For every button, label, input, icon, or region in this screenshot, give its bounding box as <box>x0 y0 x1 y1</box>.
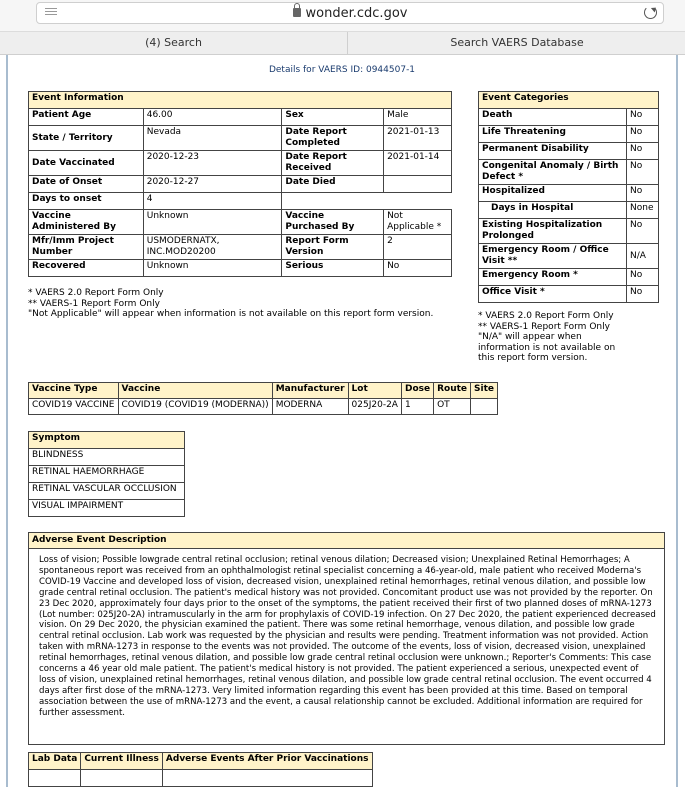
recovered-value: Unknown <box>143 260 282 277</box>
tab-search[interactable]: (4) Search <box>0 32 348 54</box>
date-vaccinated-value: 2020-12-23 <box>143 151 282 176</box>
vaccine-purchased-label: Vaccine Purchased By <box>282 210 384 235</box>
note-line: information is not available on <box>478 342 616 353</box>
date-died-label: Date Died <box>282 176 384 193</box>
column-header-site: Site <box>471 383 498 399</box>
vaccine-table <box>28 382 498 415</box>
serious-label: Serious <box>282 260 384 277</box>
category-death-label: Death <box>479 109 627 126</box>
lock-icon <box>293 8 301 17</box>
report-form-version-label: Report Form Version <box>282 235 384 260</box>
symptom-item: RETINAL VASCULAR OCCLUSION <box>29 483 185 500</box>
category-emergency-room-label: Emergency Room * <box>479 269 627 286</box>
empty-cell <box>282 193 452 210</box>
page-title: Details for VAERS ID: 0944507-1 <box>268 65 416 75</box>
category-hospitalization-prolonged-value: No <box>627 219 659 244</box>
event-information-table <box>28 91 452 277</box>
prior-vaccinations-cell <box>162 770 372 787</box>
reload-icon[interactable] <box>644 6 657 19</box>
browser-toolbar <box>0 0 685 32</box>
category-days-in-hospital-label: Days in Hospital <box>479 202 627 219</box>
patient-age-label: Patient Age <box>29 109 144 126</box>
column-header-vaccine: Vaccine <box>118 383 272 399</box>
symptom-item: VISUAL IMPAIRMENT <box>29 500 185 517</box>
category-emergency-room-value: No <box>627 269 659 286</box>
column-header-manufacturer: Manufacturer <box>272 383 348 399</box>
vaccine-cell: COVID19 (COVID19 (MODERNA)) <box>118 399 272 415</box>
url-text: wonder.cdc.gov <box>305 6 408 21</box>
event-info-notes <box>28 288 433 320</box>
note-line: * VAERS 2.0 Report Form Only <box>28 288 164 298</box>
category-er-office-visit-label: Emergency Room / Office Visit ** <box>479 244 627 269</box>
serious-value: No <box>384 260 452 277</box>
column-header-lab-data: Lab Data <box>29 753 81 770</box>
address-bar[interactable] <box>36 2 664 24</box>
adverse-event-section <box>28 532 665 745</box>
tab-search-vaers[interactable]: Search VAERS Database <box>450 36 584 49</box>
note-line: "Not Applicable" will appear when information is not available on this report form version. <box>28 309 434 319</box>
symptom-item: BLINDNESS <box>29 449 185 466</box>
date-died-value <box>384 176 452 193</box>
vaccine-type-cell: COVID19 VACCINE <box>29 399 119 415</box>
column-header-vaccine-type: Vaccine Type <box>29 383 119 399</box>
report-form-version-value: 2 <box>384 235 452 260</box>
state-value: Nevada <box>143 126 282 151</box>
mfr-project-label: Mfr/Imm Project Number <box>29 235 144 260</box>
category-days-in-hospital-value: None <box>627 202 659 219</box>
category-life-threatening-value: No <box>627 126 659 143</box>
event-information-header: Event Information <box>29 92 452 109</box>
category-er-office-visit-value: N/A <box>627 244 659 269</box>
sex-value: Male <box>384 109 452 126</box>
route-cell: OT <box>434 399 471 415</box>
event-categories-notes <box>478 311 615 364</box>
category-death-value: No <box>627 109 659 126</box>
table-row <box>29 399 498 415</box>
lot-cell: 025J20-2A <box>348 399 401 415</box>
days-to-onset-label: Days to onset <box>29 193 144 210</box>
adverse-event-header: Adverse Event Description <box>29 533 664 549</box>
symptom-item: RETINAL HAEMORRHAGE <box>29 466 185 483</box>
event-categories-header: Event Categories <box>479 92 659 109</box>
recovered-label: Recovered <box>29 260 144 277</box>
column-header-route: Route <box>434 383 471 399</box>
url-display[interactable] <box>37 6 663 21</box>
symptom-table <box>28 431 185 517</box>
column-header-lot: Lot <box>348 383 401 399</box>
category-permanent-disability-value: No <box>627 143 659 160</box>
state-label: State / Territory <box>29 126 144 151</box>
category-congenital-anomaly-value: No <box>627 160 659 185</box>
column-header-dose: Dose <box>401 383 433 399</box>
category-office-visit-value: No <box>627 286 659 303</box>
tab-bar <box>0 32 685 55</box>
date-vaccinated-label: Date Vaccinated <box>29 151 144 176</box>
adverse-event-text: Loss of vision; Possible lowgrade central retinal occlusion; retinal venous dilation; Decreased vision; Unexplained Retinal Hemorrhages; A spontaneous report was received from an ophthalmologist retinal specialist concerning a 46-year-old, male patient who received Moderna's COVID-19 Vaccine and developed loss of vision, decreased vision, unexplained retinal hemorrhages, retinal venous dilation, and possible low grade central retinal occlusion. The patient's medical history was not provided. Concomitant product use was not provided by the reporter. On 23 Dec 2020, approximately four days prior to the onset of the symptoms, the patient received their first of two planned doses of mRNA-1273 (Lot number: 025J20-2A) intramuscularly in the arm for prophylaxis of COVID-19 infection. On 27 Dec 2020, the patient experienced decreased vision. On 29 Dec 2020, the physician examined the patient. There was some retinal hemorrhage, venous dilation, and possible low grade central retinal occlusion. Lab work was requested by the physician and results were pending. Treatment information was not provided. Action taken with mRNA-1273 in response to the events was not provided. The outcome of the events, loss of vision, decreased vision, unexplained retinal hemorrhages, retinal venous dilation, and possible low grade central retinal occlusion were unknown.; Reporter's Comments: This case concerns a 46 year old male patient. The patient's medical history is not provided. The patient experienced a serious, unexpected event of loss of vision, unexplained retinal hemorrhages, retinal venous dilation, and possible low grade central retinal occlusion. The event occurred 4 days after first dose of the mRNA-1273. Very limited information regarding this event has been provided at this time. Based on temporal association between the use of mRNA-1273 and the event, a causal relationship cannot be excluded. Additional information are required for further assessment. <box>39 555 656 718</box>
symptom-header: Symptom <box>29 432 185 449</box>
current-illness-cell <box>81 770 163 787</box>
patient-age-value: 46.00 <box>143 109 282 126</box>
vaccine-purchased-value: Not Applicable * <box>384 210 452 235</box>
page-content <box>6 55 678 787</box>
lab-data-table <box>28 752 373 787</box>
date-onset-value: 2020-12-27 <box>143 176 282 193</box>
note-line: ** VAERS-1 Report Form Only <box>28 298 160 309</box>
vaccine-administered-value: Unknown <box>143 210 282 235</box>
note-line: this report form version. <box>478 353 588 363</box>
days-to-onset-value: 4 <box>143 193 282 210</box>
category-office-visit-label: Office Visit * <box>479 286 627 303</box>
category-life-threatening-label: Life Threatening <box>479 126 627 143</box>
category-congenital-anomaly-label: Congenital Anomaly / Birth Defect * <box>479 160 627 185</box>
manufacturer-cell: MODERNA <box>272 399 348 415</box>
category-hospitalization-prolonged-label: Existing Hospitalization Prolonged <box>479 219 627 244</box>
sex-label: Sex <box>282 109 384 126</box>
date-report-completed-label: Date Report Completed <box>282 126 384 151</box>
lab-data-cell <box>29 770 81 787</box>
note-line: * VAERS 2.0 Report Form Only <box>478 311 614 321</box>
note-line: ** VAERS-1 Report Form Only <box>478 321 610 332</box>
mfr-project-value: USMODERNATX, INC.MOD20200 <box>143 235 282 260</box>
date-report-completed-value: 2021-01-13 <box>384 126 452 151</box>
date-report-received-label: Date Report Received <box>282 151 384 176</box>
note-line: "N/A" will appear when <box>478 332 582 342</box>
category-hospitalized-label: Hospitalized <box>479 185 627 202</box>
category-permanent-disability-label: Permanent Disability <box>479 143 627 160</box>
column-header-prior-vaccinations: Adverse Events After Prior Vaccinations <box>162 753 372 770</box>
date-report-received-value: 2021-01-14 <box>384 151 452 176</box>
table-row <box>29 770 373 787</box>
vaccine-administered-label: Vaccine Administered By <box>29 210 144 235</box>
date-onset-label: Date of Onset <box>29 176 144 193</box>
column-header-current-illness: Current Illness <box>81 753 163 770</box>
event-categories-table <box>478 91 659 303</box>
dose-cell: 1 <box>401 399 433 415</box>
category-hospitalized-value: No <box>627 185 659 202</box>
site-cell <box>471 399 498 415</box>
